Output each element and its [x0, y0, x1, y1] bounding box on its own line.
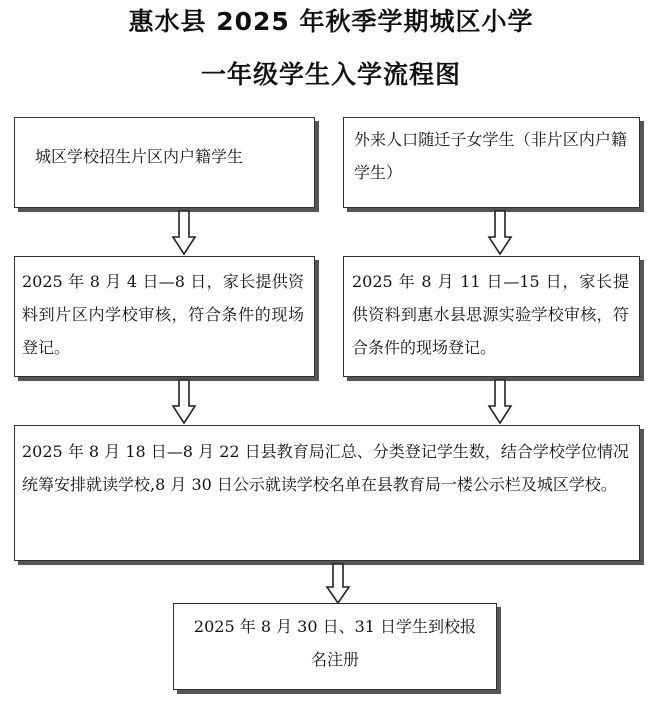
hollow-down-arrow-icon [487, 210, 513, 256]
box-bureau-arrangement [14, 425, 640, 561]
box-report-to-school-text: 2025 年 8 月 30 日、31 日学生到校报名注册 [193, 617, 477, 669]
flowchart-title-line1: 惠水县 2025 年秋季学期城区小学 [128, 7, 534, 36]
box-migrant-review-text: 2025 年 8 月 11 日—15 日，家长提供资料到惠水县思源实验学校审核，符合条件的现场登记。 [352, 272, 629, 357]
box-migrant-children-text: 外来人口随迁子女学生（非片区内户籍学生） [354, 130, 627, 182]
hollow-down-arrow-icon [171, 210, 197, 256]
box-migrant-review-registration [343, 256, 640, 377]
box-local-review-registration [14, 256, 315, 377]
box-bureau-arrangement-text: 2025 年 8 月 18 日—8 月 22 日县教育局汇总、分类登记学生数，结合学校学位情况统筹安排就读学校,8 月 30 日公示就读学校名单在县教育局一楼公示栏及城区学校。 [22, 442, 629, 494]
box-report-to-school [173, 603, 497, 690]
box-local-review-text: 2025 年 8 月 4 日—8 日，家长提供资料到片区内学校审核，符合条件的现场登记。 [22, 272, 304, 357]
box-local-household-text: 城区学校招生片区内户籍学生 [35, 147, 244, 166]
hollow-down-arrow-icon [325, 563, 351, 605]
hollow-down-arrow-icon [171, 379, 197, 425]
hollow-down-arrow-icon [487, 379, 513, 425]
box-migrant-children-students [343, 117, 640, 208]
box-local-household-students [14, 117, 315, 208]
flowchart-title-line2: 一年级学生入学流程图 [200, 60, 461, 89]
